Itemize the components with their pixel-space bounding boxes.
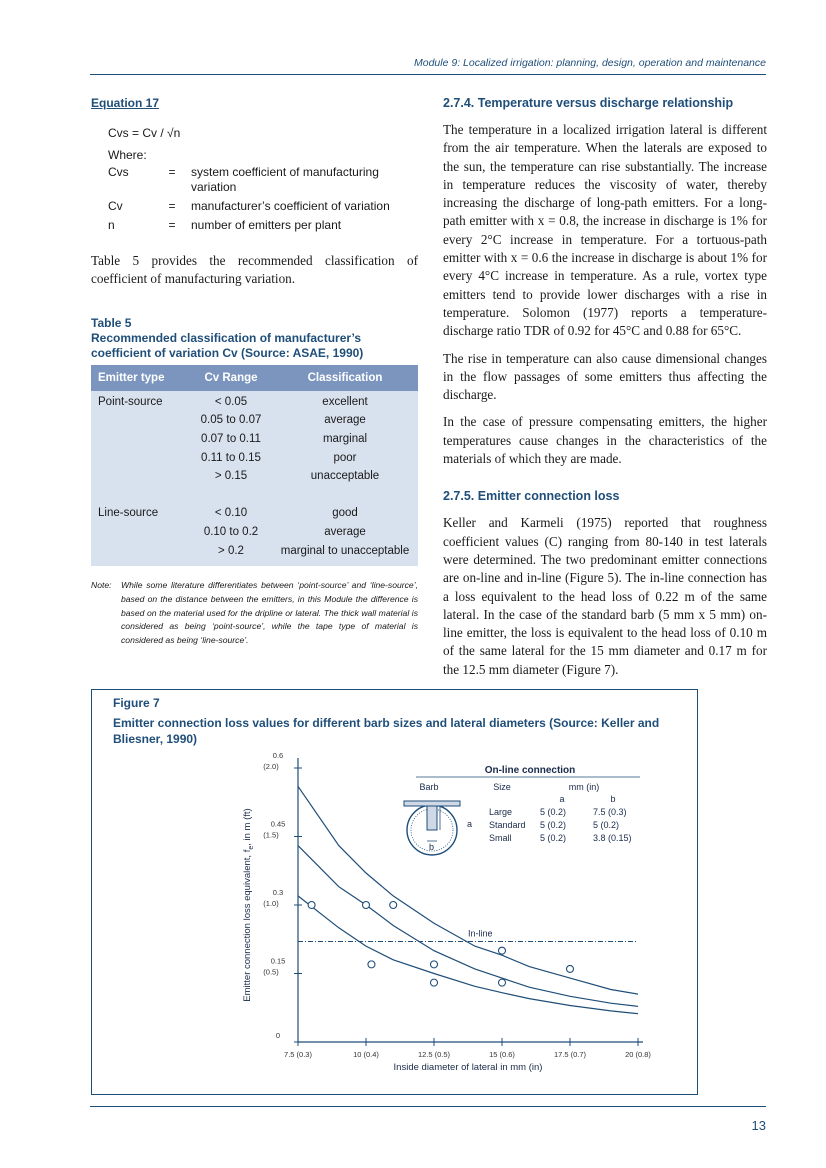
table-row	[91, 411, 418, 430]
header-rule	[90, 74, 766, 75]
table-row	[91, 430, 418, 449]
table-cell: Point-source	[98, 395, 163, 408]
left-paragraph: Table 5 provides the recommended classification of coefficient of manufacturing variation.	[91, 253, 418, 287]
y-axis-label-units: , in m (ft)	[242, 808, 253, 846]
x-tick-label: 20 (0.8)	[625, 1050, 651, 1059]
y-tick-label: 0.6	[272, 751, 284, 760]
y-axis-label-subscript: e	[248, 845, 255, 850]
table-cell: > 0.15	[214, 470, 248, 483]
legend-sub-b: b	[610, 794, 616, 804]
definition-symbol: n	[108, 218, 115, 232]
data-point-marker	[499, 947, 506, 954]
figure-7	[91, 689, 698, 1095]
y-tick-label: 0.3	[272, 888, 284, 897]
table-cell: Line-source	[98, 507, 159, 520]
footer-rule	[90, 1106, 766, 1107]
section-274-paragraph: The temperature in a localized irrigation lateral is different from the air temperature. When the laterals are exposed to the sun, the temperature can rise substantially. The increase in temperature reduces the viscosity of water, thereby increasing the discharge of long-path emitters. For a long-path emitter with x = 0.8, the increase in discharge is 1% for every 2°C increase in temperature. For a tortuous-path emitter with x = 0.6 the increase in discharge is about 1% for every 4°C increase in temperature. As a rule, vortex type emitters tend to provide lower discharges with a rise in temperature. Solomon (1977) reports a temperature-discharge ratio TDR of 0.92 for 45°C and 0.88 for 65°C.	[443, 122, 767, 339]
legend-row-a: 5 (0.2)	[540, 807, 567, 817]
table-cell: good	[332, 507, 358, 520]
x-tick-label: 17.5 (0.7)	[553, 1050, 587, 1059]
table-row	[91, 504, 418, 523]
legend-row-name: Small	[489, 833, 512, 843]
y-tick-label: (1.5)	[263, 830, 279, 840]
definition-description: number of emitters per plant	[191, 218, 342, 232]
legend-row-b: 7.5 (0.3)	[593, 807, 627, 817]
x-axis-label: Inside diameter of lateral in mm (in)	[393, 1062, 543, 1073]
table-header-cell: Classification	[307, 371, 383, 384]
table-cell: 0.05 to 0.07	[200, 414, 262, 427]
figure-caption: Emitter connection loss values for different barb sizes and lateral diameters (Source: Keller and Bliesner, 1990)	[113, 716, 660, 746]
definition-description: manufacturer’s coefficient of variation	[191, 199, 390, 213]
page-number: 13	[751, 1118, 766, 1133]
figure-label: Figure 7	[113, 696, 160, 710]
section-275-title: 2.7.5. Emitter connection loss	[443, 489, 620, 504]
definition-row	[108, 165, 418, 195]
section-274-paragraph: In the case of pressure compensating emitters, the higher temperatures cause changes in the characteristics of the materials of which they are made.	[443, 414, 767, 467]
table-cell: 0.11 to 0.15	[201, 451, 261, 464]
legend-col-barb: Barb	[419, 782, 439, 792]
data-point-marker	[499, 979, 506, 986]
data-point-marker	[390, 902, 397, 909]
running-header: Module 9: Localized irrigation: planning, design, operation and maintenance	[414, 57, 766, 69]
data-point-marker	[567, 965, 574, 972]
table-header-row	[91, 365, 418, 391]
series-curve	[298, 786, 638, 994]
x-tick-label: 10 (0.4)	[353, 1050, 379, 1059]
table-row	[91, 467, 418, 486]
table-header-cell: Emitter type	[98, 371, 165, 384]
x-tick-label: 15 (0.6)	[489, 1050, 515, 1059]
legend-sub-a: a	[559, 794, 565, 804]
table-cell: average	[324, 526, 366, 539]
data-point-marker	[431, 979, 438, 986]
table-cell: 0.07 to 0.11	[201, 433, 261, 446]
equation-where: Where:	[108, 148, 147, 162]
definition-equals: =	[168, 165, 176, 179]
table-cell: marginal to unacceptable	[280, 544, 410, 557]
data-point-marker	[431, 961, 438, 968]
definition-row	[108, 218, 418, 233]
table-cell: 0.10 to 0.2	[203, 526, 259, 539]
emitter-body-icon	[404, 801, 460, 806]
definition-symbol: Cvs	[108, 165, 129, 179]
section-274-title: 2.7.4. Temperature versus discharge relationship	[443, 96, 734, 110]
definition-description: system coefficient of manufacturing variation	[191, 165, 379, 194]
legend-row-b: 5 (0.2)	[593, 820, 620, 830]
cv-classification-table	[91, 365, 418, 566]
table-cell: average	[324, 414, 366, 427]
inline-label: In-line	[467, 928, 493, 939]
legend-row-a: 5 (0.2)	[540, 820, 567, 830]
x-tick-label: 12.5 (0.5)	[417, 1050, 451, 1059]
definition-equals: =	[168, 218, 176, 232]
table-cell: excellent	[322, 395, 368, 408]
diagram-label-a: a	[467, 819, 473, 829]
y-axis-label-main: Emitter connection loss equivalent, f	[242, 849, 253, 1002]
y-tick-label: 0	[275, 1031, 281, 1040]
equation-definitions	[91, 165, 418, 233]
table-row	[91, 393, 418, 412]
y-tick-label: (1.0)	[263, 899, 279, 908]
y-tick-label: 0.15	[270, 956, 286, 966]
legend-title: On-line connection	[484, 765, 576, 776]
legend-row-name: Standard	[489, 820, 526, 830]
definition-row	[108, 199, 418, 214]
section-275-paragraph: Keller and Karmeli (1975) reported that roughness coefficient values (C) ranging from 80-140 in test laterals were determined. The two predominant emitter connections are on-line and in-line (Figure 5). The in-line connection has a loss equivalent to the head loss of 0.22 m of the same lateral. In the case of the standard barb (5 mm x 5 mm) on-line emitter, the loss is equivalent to the head loss of 0.10 m of the same lateral for the 15 mm diameter and 0.17 m for the 12.5 mm diameter (Figure 7).	[443, 515, 767, 677]
connection-loss-chart	[92, 690, 697, 1094]
table-cell: < 0.05	[214, 395, 248, 408]
table-cell: poor	[333, 451, 357, 464]
data-point-marker	[363, 902, 370, 909]
equation-formula: Cvs = Cv / √n	[108, 126, 181, 140]
legend-row-b: 3.8 (0.15)	[593, 833, 632, 843]
barb-stem-icon	[427, 806, 437, 830]
table-label: Table 5	[91, 315, 132, 330]
table-row	[91, 448, 418, 467]
legend-col-mm: mm (in)	[568, 782, 600, 792]
table-row	[91, 523, 418, 542]
table-caption: Recommended classification of manufacturer’s coefficient of variation Cv (Source: ASAE, 1990)	[91, 330, 364, 360]
x-tick-label: 7.5 (0.3)	[284, 1050, 312, 1059]
definition-equals: =	[168, 199, 176, 213]
legend-col-size: Size	[493, 782, 511, 792]
diagram-label-b: b	[429, 842, 435, 852]
y-tick-label: 0.45	[270, 819, 286, 829]
table-cell: unacceptable	[310, 470, 380, 483]
note-text: While some literature differentiates between ‘point-source’ and ‘line-source’, based on the distance between the emitters, in this Module the difference is based on the material used for the dripline or lateral. The thick wall material is considered as being ‘point-source’, while the tape type of material is considered as being ‘line-source’.	[121, 579, 418, 646]
legend-row-name: Large	[489, 807, 513, 817]
left-column	[91, 96, 418, 648]
section-274-paragraph: The rise in temperature can also cause dimensional changes in the flow passages of some emitters thus affecting the discharge.	[443, 350, 767, 403]
series-curve	[298, 896, 638, 1014]
table-cell: < 0.10	[214, 507, 248, 520]
table-note	[91, 579, 418, 648]
note-label: Note:	[91, 579, 112, 590]
legend-row-a: 5 (0.2)	[540, 833, 567, 843]
table-row	[91, 486, 418, 505]
table-header-cell: Cv Range	[204, 371, 258, 384]
table-body	[91, 391, 418, 566]
y-tick-label: (0.5)	[263, 967, 279, 977]
y-tick-label: (2.0)	[263, 762, 279, 771]
table-cell: > 0.2	[218, 544, 244, 557]
table-cell: marginal	[322, 433, 368, 446]
right-column	[443, 96, 767, 679]
data-point-marker	[368, 961, 375, 968]
definition-symbol: Cv	[108, 199, 123, 213]
equation-title: Equation 17	[91, 96, 160, 110]
y-axis-label	[242, 808, 255, 1001]
data-point-marker	[308, 902, 315, 909]
table-row	[91, 541, 418, 560]
